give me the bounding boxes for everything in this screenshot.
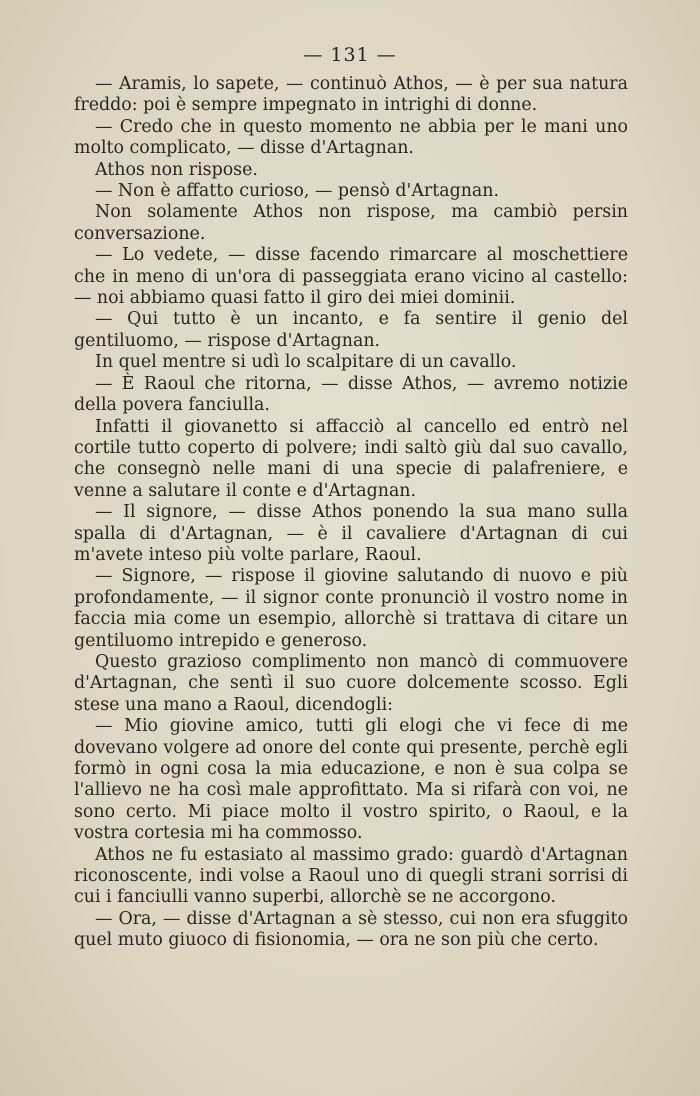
page-number: — 131 —	[303, 44, 397, 66]
paragraph: — Credo che in questo momento ne abbia per le mani uno molto complicato, — disse d'Artagnan.	[74, 116, 628, 159]
paragraph: — Qui tutto è un incanto, e fa sentire il genio del gentiluomo, — rispose d'Artagnan.	[74, 309, 628, 351]
body-text	[74, 74, 628, 952]
paragraph: Athos non rispose.	[95, 159, 258, 180]
paragraph: Non solamente Athos non rispose, ma cambiò persin conversazione.	[74, 202, 628, 244]
paragraph: Infatti il giovanetto si affacciò al cancello ed entrò nel cortile tutto coperto di polvere; indi saltò giù dal suo cavallo, che consegnò nelle mani di una specie di palafreniere, e venne a salutare il conte e d'Artagnan.	[74, 416, 628, 501]
paragraph: — Mio giovine amico, tutti gli elogi che vi fece di me dovevano volgere ad onore del conte qui presente, perchè egli formò in ogni cosa la mia educazione, e non è sua colpa se l'allievo ne ha così male approfittato. Ma si rifarà con voi, ne sono certo. Mi piace molto il vostro spirito, o Raoul, e la vostra cortesia mi ha commosso.	[74, 716, 628, 844]
paragraph: — Lo vedete, — disse facendo rimarcare al moschettiere che in meno di un'ora di passeggiata erano vicino al castello: — noi abbiamo quasi fatto il giro dei miei dominii.	[74, 245, 628, 309]
paragraph: — Aramis, lo sapete, — continuò Athos, — è per sua natura freddo: poi è sempre impegnato in intrighi di donne.	[74, 74, 628, 116]
paragraph: — È Raoul che ritorna, — disse Athos, — avremo notizie della povera fanciulla.	[74, 373, 628, 416]
paragraph: — Ora, — disse d'Artagnan a sè stesso, cui non era sfuggito quel muto giuoco di fisionomia, — ora ne son più che certo.	[74, 908, 628, 951]
paragraph: — Non è affatto curioso, — pensò d'Artagnan.	[95, 181, 499, 202]
paragraph: — Signore, — rispose il giovine salutando di nuovo e più profondamente, — il signor conte pronunciò il vostro nome in faccia mia come un esempio, allorchè si trattava di citare un gentiluomo intrepido e generoso.	[74, 566, 628, 651]
paragraph: — Il signore, — disse Athos ponendo la sua mano sulla spalla di d'Artagnan, — è il cavaliere d'Artagnan di cui m'avete inteso più volte parlare, Raoul.	[74, 502, 628, 565]
paragraph: Questo grazioso complimento non mancò di commuovere d'Artagnan, che sentì il suo cuore dolcemente scosso. Egli stese una mano a Raoul, dicendogli:	[74, 651, 628, 715]
paragraph: Athos ne fu estasiato al massimo grado: guardò d'Artagnan riconoscente, indi volse a Raoul uno di quegli strani sorrisi di cui i fanciulli vanno superbi, allorchè se ne accorgono.	[74, 844, 628, 908]
paragraph: In quel mentre si udì lo scalpitare di un cavallo.	[95, 352, 517, 373]
